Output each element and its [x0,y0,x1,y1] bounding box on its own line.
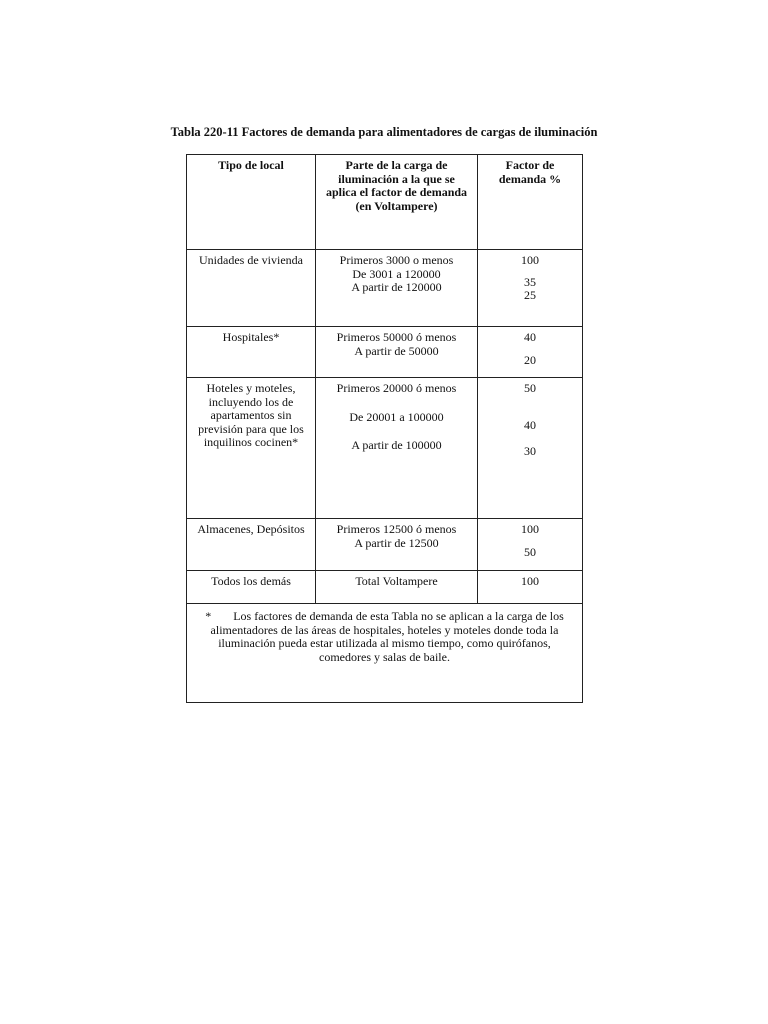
table-header-row [187,155,583,250]
cell-tipo-unidades-de-vivienda: Unidades de vivienda [187,250,316,327]
table-row [187,250,583,327]
footnote-marker: * [205,609,212,623]
demand-factors-table [186,154,583,703]
cell-tipo-todos-los-demas: Todos los demás [187,571,316,604]
table-row [187,571,583,604]
cell-factor-todos-los-demas: 100 [478,571,583,604]
cell-tipo-almacenes-depositos: Almacenes, Depósitos [187,519,316,571]
cell-parte-almacenes-depositos: Primeros 12500 ó menos A partir de 12500 [316,519,478,571]
cell-parte-hoteles-y-moteles: Primeros 20000 ó menos De 20001 a 100000 A partir de 100000 [316,378,478,519]
header-tipo-de-local: Tipo de local [187,155,316,250]
cell-parte-hospitales: Primeros 50000 ó menos A partir de 50000 [316,327,478,378]
table-title: Tabla 220-11 Factores de demanda para alimentadores de cargas de iluminación [170,125,598,139]
table-row [187,519,583,571]
table-row [187,378,583,519]
footnote: * Los factores de demanda de esta Tabla no se aplican a la carga de los alimentadores de las áreas de hospitales, hoteles y moteles donde toda la iluminación pueda estar utilizada al mismo tiempo, como quirófanos, comedores y salas de baile. [187,604,583,703]
table-note-row [187,604,583,703]
cell-parte-unidades-de-vivienda: Primeros 3000 o menos De 3001 a 120000 A partir de 120000 [316,250,478,327]
cell-parte-todos-los-demas: Total Voltampere [316,571,478,604]
table-row [187,327,583,378]
header-parte-de-la-carga: Parte de la carga de iluminación a la que se aplica el factor de demanda (en Voltampere) [316,155,478,250]
cell-tipo-hospitales: Hospitales* [187,327,316,378]
cell-tipo-hoteles-y-moteles: Hoteles y moteles, incluyendo los de apartamentos sin previsión para que los inquilinos cocinen* [187,378,316,519]
cell-factor-hospitales: 40 20 [478,327,583,378]
cell-factor-almacenes-depositos: 100 50 [478,519,583,571]
cell-factor-hoteles-y-moteles: 50 40 30 [478,378,583,519]
cell-factor-unidades-de-vivienda: 100 35 25 [478,250,583,327]
header-factor-de-demanda: Factor de demanda % [478,155,583,250]
